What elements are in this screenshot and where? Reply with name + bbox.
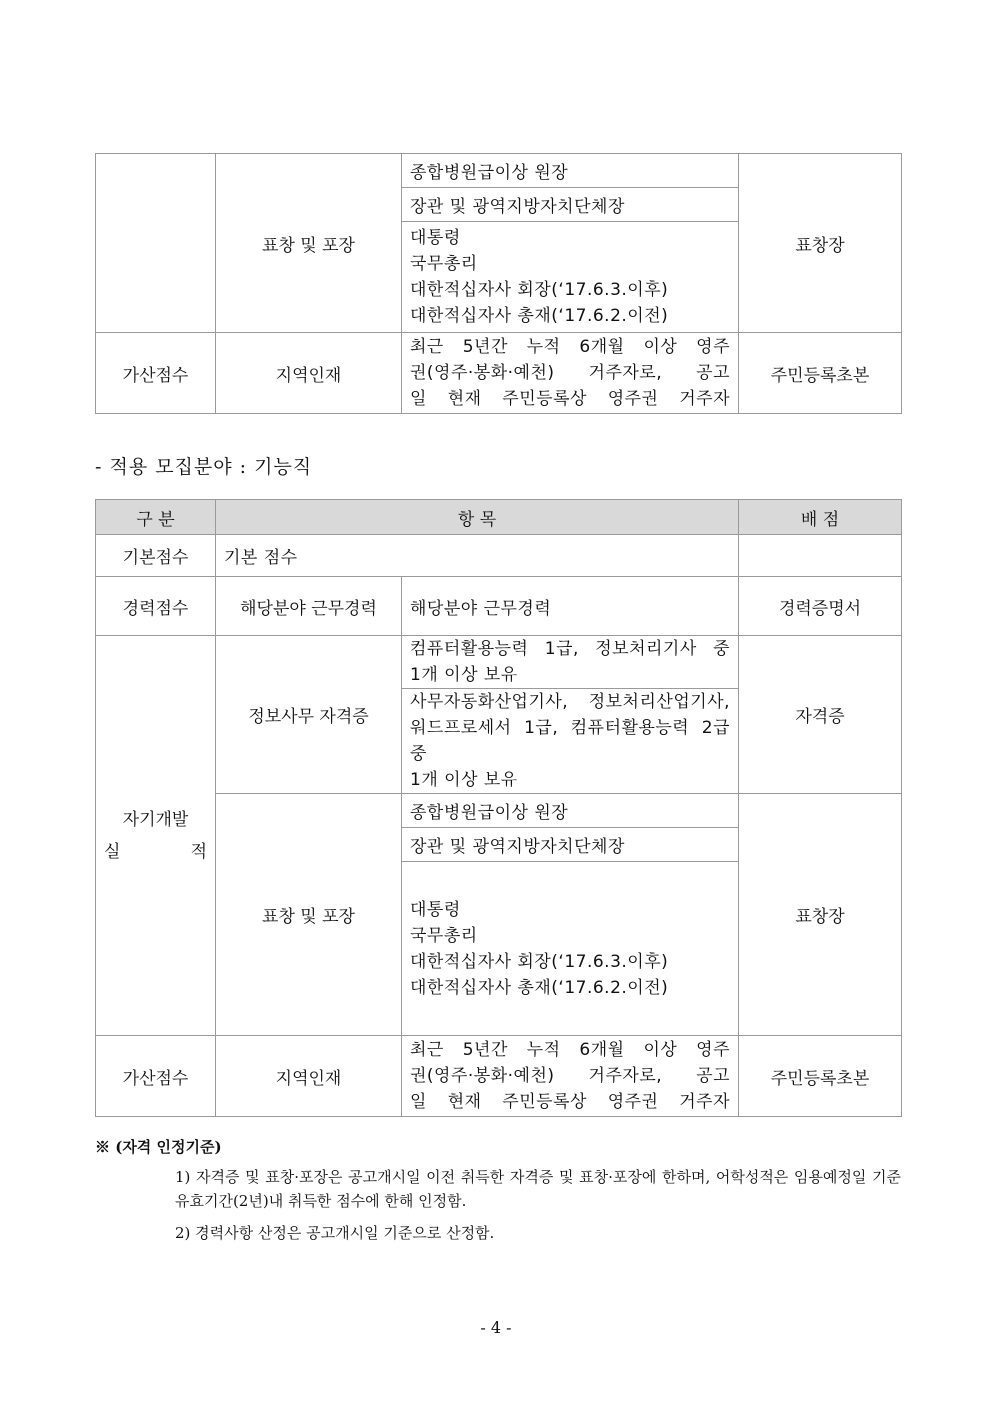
- career-description: 해당분야 근무경력: [402, 577, 739, 636]
- technical-field-table: [95, 499, 902, 1117]
- header-category: 구 분: [96, 500, 216, 535]
- award-line: 대한적십자사 총재(‘17.6.2.이전): [410, 977, 669, 998]
- basic-item: 기본 점수: [216, 535, 739, 577]
- award-label: 표창 및 포장: [216, 154, 402, 333]
- self-dev-line: 실 적: [104, 841, 207, 862]
- page-number: - 4 -: [480, 1318, 512, 1337]
- bonus-document: 주민등록초본: [739, 1036, 902, 1117]
- bonus-item: 지역인재: [216, 333, 402, 414]
- bonus-line: 최근 5년간 누적 6개월 이상 영주: [410, 1040, 730, 1060]
- bonus-line: 일 현재 주민등록상 영주권 거주자: [410, 389, 730, 409]
- cert-line: 1개 이상 보유: [410, 665, 518, 685]
- award-line: 대한적십자사 회장(‘17.6.3.이후): [410, 951, 669, 972]
- section-title: - 적용 모집분야 : 기능직: [95, 456, 313, 478]
- award-document: 표창장: [739, 154, 902, 333]
- cert-option-2: [402, 689, 739, 794]
- award-line: 대한적십자사 회장(‘17.6.3.이후): [410, 280, 669, 300]
- bonus-line: 일 현재 주민등록상 영주권 거주자: [410, 1092, 730, 1112]
- award-item: 종합병원급이상 원장: [402, 794, 739, 828]
- cert-line: 1개 이상 보유: [410, 770, 518, 790]
- award-item: 종합병원급이상 원장: [402, 154, 739, 188]
- note-item: 2) 경력사항 산정은 공고개시일 기준으로 산정함.: [175, 1224, 495, 1242]
- empty-category-cell: [96, 154, 216, 333]
- bonus-description: [402, 1036, 739, 1117]
- career-category: 경력점수: [96, 577, 216, 636]
- award-multi-cell: [402, 222, 739, 333]
- header-score: 배 점: [739, 500, 902, 535]
- bonus-category: 가산점수: [96, 1036, 216, 1117]
- self-dev-category: [96, 636, 216, 1036]
- note-item: 1) 자격증 및 표창·포장은 공고개시일 이전 취득한 자격증 및 표창·포장에 한하며, 어학성적은 임용예정일 기준 유효기간(2년)내 취득한 점수에 한해 인정함.: [175, 1168, 901, 1210]
- award-label: 표창 및 포장: [216, 794, 402, 1036]
- cert-document: 자격증: [739, 636, 902, 794]
- cert-line: 워드프로세서 1급, 컴퓨터활용능력 2급 중: [410, 718, 730, 764]
- award-line: 대통령: [410, 899, 461, 920]
- award-multi-cell: [402, 862, 739, 1036]
- basic-category: 기본점수: [96, 535, 216, 577]
- qualification-table-continued: [95, 153, 902, 414]
- bonus-description: [402, 333, 739, 414]
- career-sub: 해당분야 근무경력: [216, 577, 402, 636]
- bonus-document: 주민등록초본: [739, 333, 902, 414]
- self-dev-line: 자기개발: [122, 809, 189, 830]
- award-item: 장관 및 광역지방자치단체장: [402, 828, 739, 862]
- cert-label: 정보사무 자격증: [216, 636, 402, 794]
- cert-line: 컴퓨터활용능력 1급, 정보처리기사 중: [410, 639, 730, 659]
- career-document: 경력증명서: [739, 577, 902, 636]
- award-line: 국무총리: [410, 925, 478, 946]
- notes-title: ※ (자격 인정기준): [95, 1138, 222, 1156]
- bonus-line: 권(영주·봉화·예천) 거주자로, 공고: [410, 363, 730, 383]
- header-item: 항 목: [216, 500, 739, 535]
- award-line: 대한적십자사 총재(‘17.6.2.이전): [410, 306, 669, 326]
- bonus-line: 최근 5년간 누적 6개월 이상 영주: [410, 337, 730, 357]
- bonus-item: 지역인재: [216, 1036, 402, 1117]
- award-line: 대통령: [410, 228, 461, 248]
- bonus-category: 가산점수: [96, 333, 216, 414]
- award-line: 국무총리: [410, 254, 478, 274]
- qualification-notes: [95, 1136, 901, 1245]
- basic-document: [739, 535, 902, 577]
- award-document: 표창장: [739, 794, 902, 1036]
- award-item: 장관 및 광역지방자치단체장: [402, 188, 739, 222]
- cert-option-1: [402, 636, 739, 689]
- cert-line: 사무자동화산업기사, 정보처리산업기사,: [410, 692, 730, 712]
- bonus-line: 권(영주·봉화·예천) 거주자로, 공고: [410, 1066, 730, 1086]
